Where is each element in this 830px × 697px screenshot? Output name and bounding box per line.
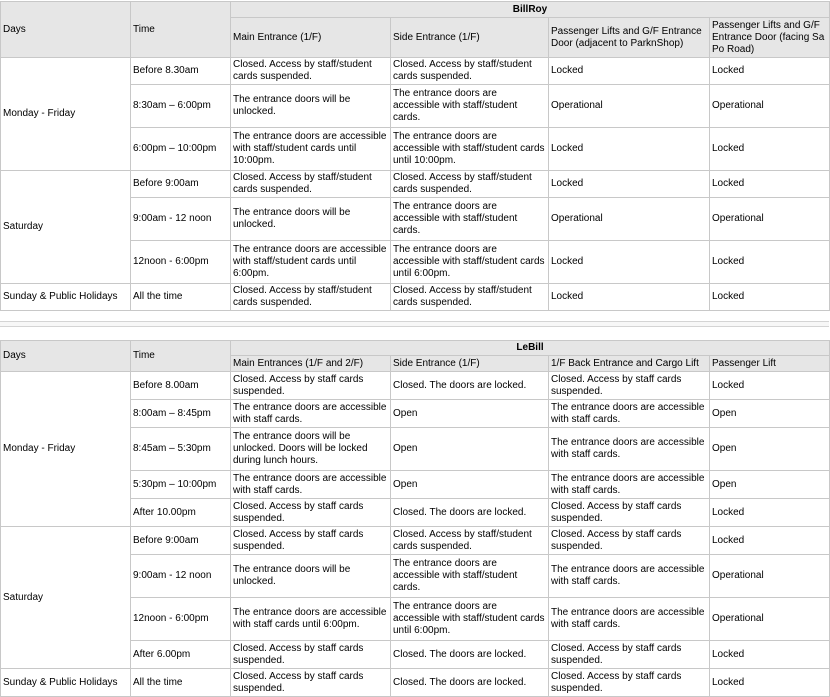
column-header: Side Entrance (1/F) (391, 18, 549, 58)
time-cell: 8:00am – 8:45pm (131, 400, 231, 428)
day-cell: Saturday (1, 527, 131, 669)
status-cell: Closed. Access by staff/student cards suspended. (391, 171, 549, 198)
billroy-header-row (1, 2, 830, 18)
status-cell: The entrance doors will be unlocked. (231, 85, 391, 128)
status-cell: Closed. Access by staff/student cards suspended. (391, 58, 549, 85)
time-cell: After 10.00pm (131, 499, 231, 527)
status-cell: Open (391, 428, 549, 471)
column-header: Side Entrance (1/F) (391, 356, 549, 372)
day-cell: Saturday (1, 171, 131, 284)
time-cell: 12noon - 6:00pm (131, 241, 231, 284)
status-cell: The entrance doors will be unlocked. (231, 555, 391, 598)
status-cell: Closed. Access by staff/student cards suspended. (231, 58, 391, 85)
status-cell: Operational (710, 555, 830, 598)
status-cell: Locked (710, 171, 830, 198)
status-cell: Closed. The doors are locked. (391, 372, 549, 400)
table-separator (0, 321, 829, 327)
table-row (1, 527, 830, 555)
status-cell: The entrance doors are accessible with staff cards. (231, 400, 391, 428)
status-cell: Locked (710, 641, 830, 669)
time-cell: All the time (131, 669, 231, 697)
status-cell: Closed. Access by staff cards suspended. (231, 641, 391, 669)
status-cell: The entrance doors are accessible with staff cards. (549, 400, 710, 428)
table-row (1, 171, 830, 198)
time-cell: Before 8.00am (131, 372, 231, 400)
status-cell: Closed. Access by staff cards suspended. (549, 527, 710, 555)
status-cell: Operational (549, 198, 710, 241)
table-row (1, 58, 830, 85)
time-cell: All the time (131, 284, 231, 311)
status-cell: Locked (710, 499, 830, 527)
status-cell: Locked (710, 527, 830, 555)
status-cell: Closed. Access by staff/student cards suspended. (391, 284, 549, 311)
status-cell: Locked (710, 372, 830, 400)
building-title: BillRoy (231, 2, 830, 18)
day-cell: Monday - Friday (1, 58, 131, 171)
status-cell: The entrance doors are accessible with staff/student cards until 10:00pm. (391, 128, 549, 171)
days-header: Days (1, 341, 131, 372)
day-cell: Sunday & Public Holidays (1, 284, 131, 311)
status-cell: Locked (710, 58, 830, 85)
time-cell: 8:45am – 5:30pm (131, 428, 231, 471)
time-cell: Before 9:00am (131, 171, 231, 198)
status-cell: The entrance doors are accessible with staff/student cards until 6:00pm. (391, 241, 549, 284)
status-cell: Closed. Access by staff/student cards suspended. (231, 171, 391, 198)
status-cell: Closed. The doors are locked. (391, 641, 549, 669)
status-cell: The entrance doors are accessible with staff cards. (549, 598, 710, 641)
column-header: Main Entrance (1/F) (231, 18, 391, 58)
time-cell: Before 8.30am (131, 58, 231, 85)
time-cell: 5:30pm – 10:00pm (131, 471, 231, 499)
table-row (1, 284, 830, 311)
time-header: Time (131, 2, 231, 58)
status-cell: The entrance doors are accessible with staff cards. (549, 428, 710, 471)
column-header: Main Entrances (1/F and 2/F) (231, 356, 391, 372)
status-cell: The entrance doors will be unlocked. (231, 198, 391, 241)
status-cell: Locked (549, 241, 710, 284)
status-cell: Locked (710, 241, 830, 284)
status-cell: Open (710, 471, 830, 499)
status-cell: The entrance doors are accessible with staff/student cards. (391, 555, 549, 598)
status-cell: Locked (710, 669, 830, 697)
table-row (1, 669, 830, 697)
status-cell: Closed. Access by staff cards suspended. (549, 669, 710, 697)
status-cell: Closed. Access by staff cards suspended. (549, 641, 710, 669)
status-cell: Operational (710, 85, 830, 128)
column-header: Passenger Lift (710, 356, 830, 372)
status-cell: Closed. Access by staff cards suspended. (549, 372, 710, 400)
status-cell: Closed. Access by staff cards suspended. (549, 499, 710, 527)
status-cell: Locked (710, 128, 830, 171)
status-cell: The entrance doors are accessible with staff cards. (231, 471, 391, 499)
status-cell: Open (710, 400, 830, 428)
time-cell: After 6.00pm (131, 641, 231, 669)
billroy-table (0, 1, 830, 311)
billroy-table-body (1, 2, 830, 311)
status-cell: Locked (710, 284, 830, 311)
status-cell: Open (391, 471, 549, 499)
day-cell: Sunday & Public Holidays (1, 669, 131, 697)
status-cell: The entrance doors are accessible with staff cards. (549, 555, 710, 598)
status-cell: Locked (549, 171, 710, 198)
column-header: Passenger Lifts and G/F Entrance Door (adjacent to ParknShop) (549, 18, 710, 58)
status-cell: Open (391, 400, 549, 428)
status-cell: Closed. Access by staff cards suspended. (231, 669, 391, 697)
days-header: Days (1, 2, 131, 58)
status-cell: Closed. The doors are locked. (391, 499, 549, 527)
status-cell: The entrance doors are accessible with staff cards. (549, 471, 710, 499)
status-cell: The entrance doors are accessible with staff/student cards until 6:00pm. (391, 598, 549, 641)
status-cell: The entrance doors are accessible with staff/student cards until 10:00pm. (231, 128, 391, 171)
status-cell: Closed. Access by staff/student cards suspended. (231, 284, 391, 311)
time-cell: 9:00am - 12 noon (131, 555, 231, 598)
status-cell: The entrance doors will be unlocked. Doors will be locked during lunch hours. (231, 428, 391, 471)
status-cell: Operational (549, 85, 710, 128)
building-title: LeBill (231, 341, 830, 356)
status-cell: The entrance doors are accessible with staff/student cards. (391, 198, 549, 241)
status-cell: Closed. The doors are locked. (391, 669, 549, 697)
status-cell: The entrance doors are accessible with staff/student cards. (391, 85, 549, 128)
table-row (1, 372, 830, 400)
day-cell: Monday - Friday (1, 372, 131, 527)
status-cell: Operational (710, 598, 830, 641)
lebill-header-row (1, 341, 830, 356)
time-cell: 8:30am – 6:00pm (131, 85, 231, 128)
status-cell: Open (710, 428, 830, 471)
time-cell: 9:00am - 12 noon (131, 198, 231, 241)
status-cell: Locked (549, 284, 710, 311)
status-cell: Closed. Access by staff cards suspended. (231, 527, 391, 555)
status-cell: The entrance doors are accessible with staff cards until 6:00pm. (231, 598, 391, 641)
status-cell: The entrance doors are accessible with staff/student cards until 6:00pm. (231, 241, 391, 284)
lebill-table (0, 340, 830, 697)
status-cell: Operational (710, 198, 830, 241)
time-header: Time (131, 341, 231, 372)
column-header: 1/F Back Entrance and Cargo Lift (549, 356, 710, 372)
time-cell: 12noon - 6:00pm (131, 598, 231, 641)
status-cell: Locked (549, 128, 710, 171)
time-cell: Before 9:00am (131, 527, 231, 555)
lebill-table-body (1, 341, 830, 697)
column-header: Passenger Lifts and G/F Entrance Door (facing Sa Po Road) (710, 18, 830, 58)
status-cell: Closed. Access by staff/student cards suspended. (391, 527, 549, 555)
status-cell: Closed. Access by staff cards suspended. (231, 499, 391, 527)
status-cell: Locked (549, 58, 710, 85)
status-cell: Closed. Access by staff cards suspended. (231, 372, 391, 400)
time-cell: 6:00pm – 10:00pm (131, 128, 231, 171)
